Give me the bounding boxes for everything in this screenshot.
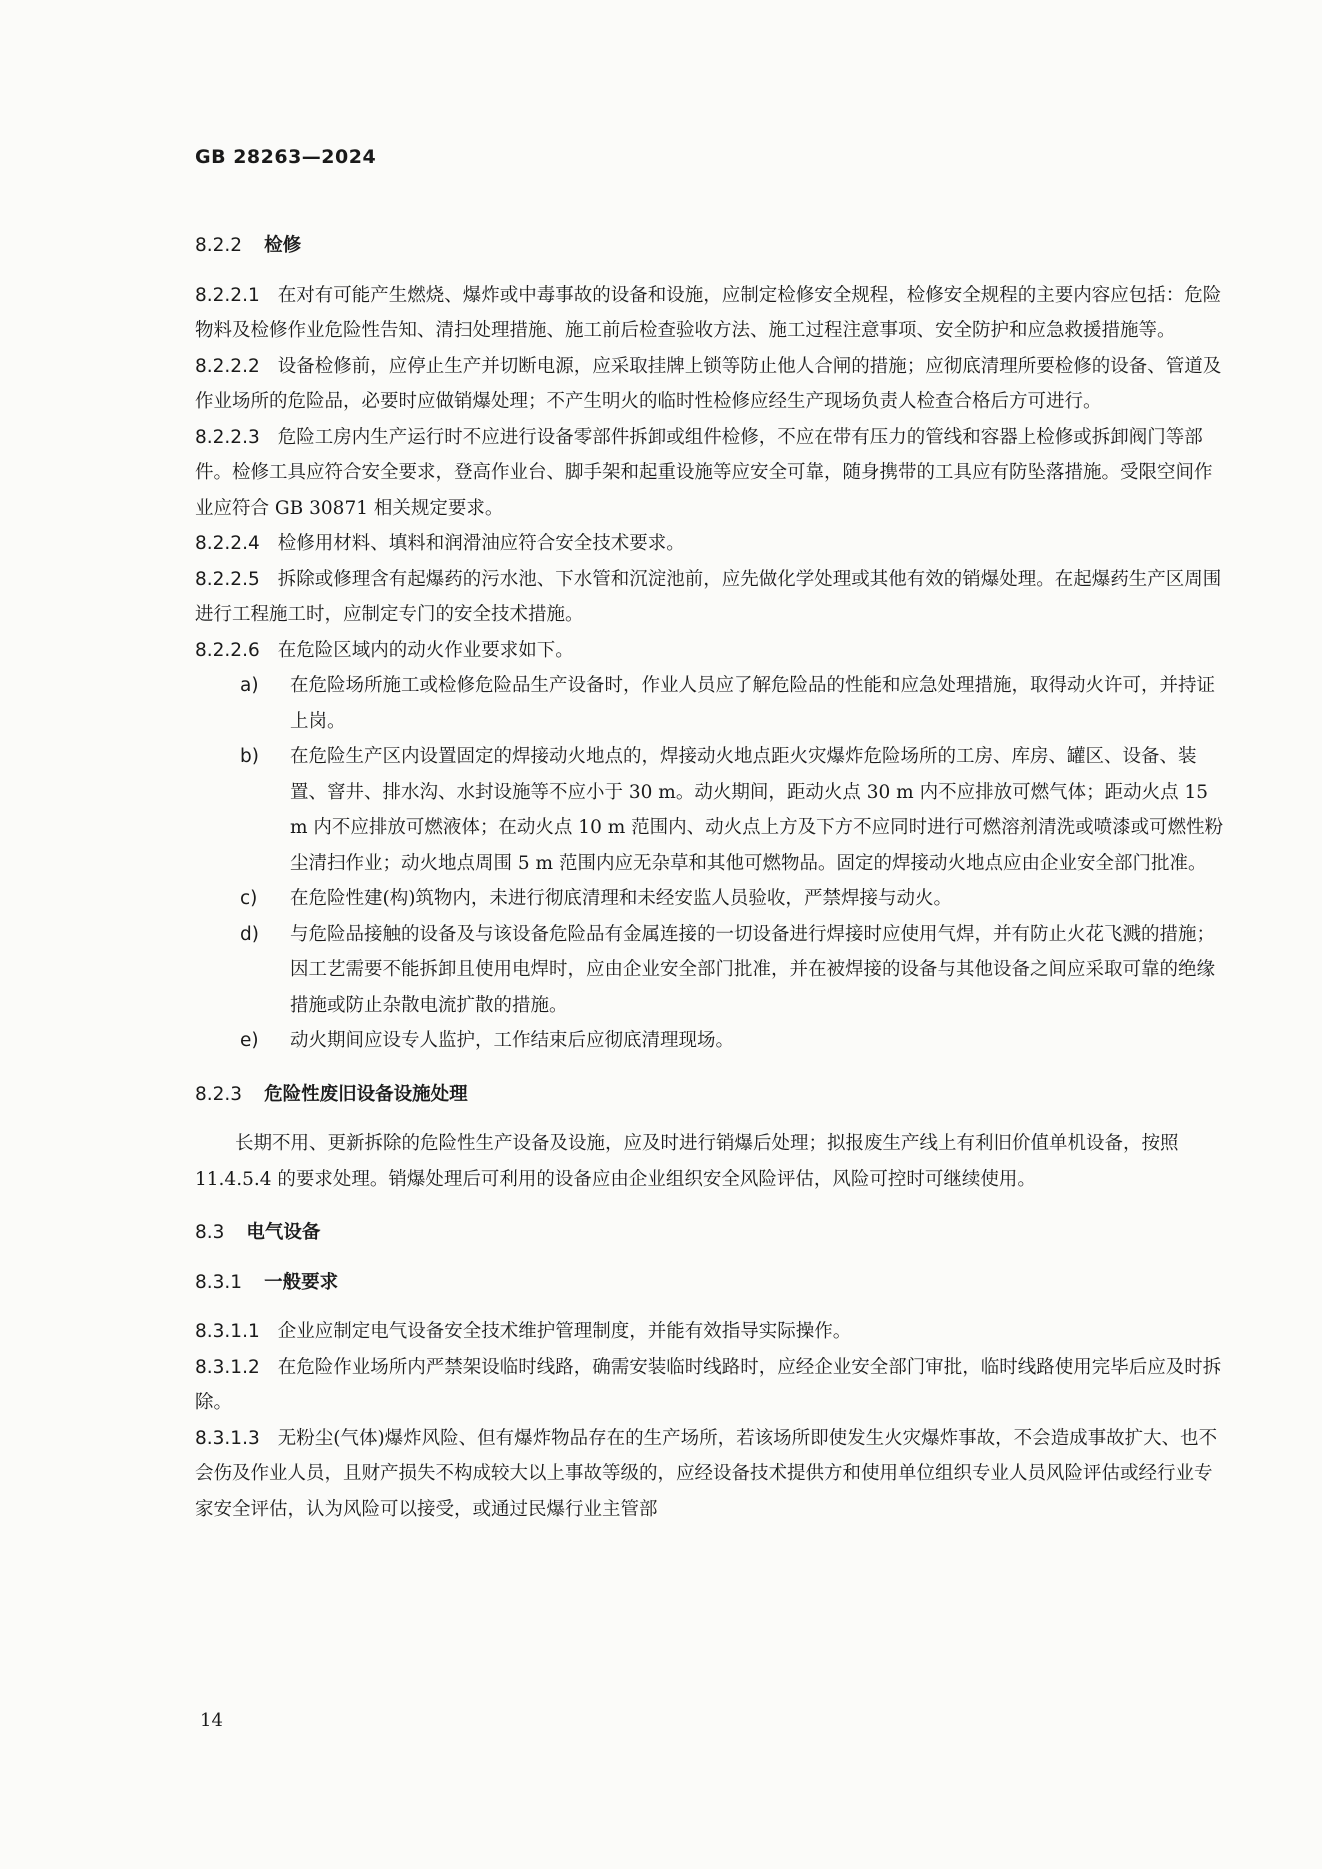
clause-8-2-2-1 xyxy=(195,278,1225,349)
clause-8-3-1-1 xyxy=(195,1314,1225,1350)
clause-text: 危险工房内生产运行时不应进行设备零部件拆卸或组件检修，不应在带有压力的管线和容器上检修或拆卸阀门等部件。检修工具应符合安全要求，登高作业台、脚手架和起重设施等应安全可靠，随身携带的工具应有防坠落措施。受限空间作业应符合 GB 30871 相关规定要求。 xyxy=(195,426,1213,519)
section-number: 8.3 xyxy=(195,1222,225,1243)
section-heading-8-2-2 xyxy=(195,228,1225,264)
list-item-text: 在危险生产区内设置固定的焊接动火地点的，焊接动火地点距火灾爆炸危险场所的工房、库房、罐区、设备、装置、窨井、排水沟、水封设施等不应小于 30 m。动火期间，距动火点 30 m 内不应排放可燃气体；距动火点 15 m 内不应排放可燃液体；在动火点 10 m 范围内、动火点上方及下方不应同时进行可燃溶剂清洗或喷漆或可燃性粉尘清扫作业；动火地点周围 5 m 范围内应无杂草和其他可燃物品。固定的焊接动火地点应由企业安全部门批准。 xyxy=(290,746,1224,874)
section-heading-8-3 xyxy=(195,1215,1225,1251)
clause-number: 8.2.2.4 xyxy=(195,533,260,554)
list-item-marker: a) xyxy=(240,675,259,696)
clause-8-2-2-3 xyxy=(195,420,1225,527)
section-title: 检修 xyxy=(264,235,302,256)
section-heading-8-2-3 xyxy=(195,1077,1225,1113)
clause-8-3-1-3 xyxy=(195,1421,1225,1528)
clause-text: 在危险作业场所内严禁架设临时线路，确需安装临时线路时，应经企业安全部门审批，临时线路使用完毕后应及时拆除。 xyxy=(195,1356,1222,1413)
clause-8-2-2-4 xyxy=(195,526,1225,562)
clause-text: 在对有可能产生燃烧、爆炸或中毒事故的设备和设施，应制定检修安全规程，检修安全规程的主要内容应包括：危险物料及检修作业危险性告知、清扫处理措施、施工前后检查验收方法、施工过程注意事项、安全防护和应急救援措施等。 xyxy=(195,284,1222,341)
clause-8-2-2-5 xyxy=(195,562,1225,633)
clause-8-3-1-2 xyxy=(195,1350,1225,1421)
standard-number: GB 28263—2024 xyxy=(195,146,377,168)
page-number: 14 xyxy=(200,1710,223,1731)
list-item-text: 与危险品接触的设备及与该设备危险品有金属连接的一切设备进行焊接时应使用气焊，并有防止火花飞溅的措施；因工艺需要不能拆卸且使用电焊时，应由企业安全部门批准，并在被焊接的设备与其他设备之间应采取可靠的绝缘措施或防止杂散电流扩散的措施。 xyxy=(290,923,1216,1016)
paragraph-8-2-3: 长期不用、更新拆除的危险性生产设备及设施，应及时进行销爆后处理；拟报废生产线上有利旧价值单机设备，按照 11.4.5.4 的要求处理。销爆处理后可利用的设备应由企业组织安全风险评估，风险可控时可继续使用。 xyxy=(195,1133,1179,1190)
clause-number: 8.3.1.1 xyxy=(195,1321,260,1342)
clause-number: 8.2.2.3 xyxy=(195,426,260,448)
clause-number: 8.2.2.1 xyxy=(195,284,260,306)
clause-text: 无粉尘(气体)爆炸风险、但有爆炸物品存在的生产场所，若该场所即使发生火灾爆炸事故，不会造成事故扩大、也不会伤及作业人员，且财产损失不构成较大以上事故等级的，应经设备技术提供方和使用单位组织专业人员风险评估或经行业专家安全评估，认为风险可以接受，或通过民爆行业主管部 xyxy=(195,1427,1218,1520)
clause-number: 8.2.2.5 xyxy=(195,568,260,590)
section-number: 8.2.2 xyxy=(195,235,243,256)
list-item-text: 动火期间应设专人监护，工作结束后应彻底清理现场。 xyxy=(290,1030,735,1051)
clause-8-2-2-6 xyxy=(195,633,1225,669)
list-item-a xyxy=(195,668,1225,739)
list-item-marker: c) xyxy=(240,888,258,909)
section-title: 一般要求 xyxy=(264,1271,339,1293)
clause-number: 8.2.2.2 xyxy=(195,355,260,377)
clause-text: 企业应制定电气设备安全技术维护管理制度，并能有效指导实际操作。 xyxy=(277,1321,852,1342)
clause-text: 检修用材料、填料和润滑油应符合安全技术要求。 xyxy=(277,533,685,554)
clause-number: 8.3.1.3 xyxy=(195,1427,260,1449)
clause-text: 设备检修前，应停止生产并切断电源，应采取挂牌上锁等防止他人合闸的措施；应彻底清理所要检修的设备、管道及作业场所的危险品，必要时应做销爆处理；不产生明火的临时性检修应经生产现场负责人检查合格后方可进行。 xyxy=(195,355,1222,412)
clause-number: 8.3.1.2 xyxy=(195,1356,260,1378)
clause-text: 拆除或修理含有起爆药的污水池、下水管和沉淀池前，应先做化学处理或其他有效的销爆处理。在起爆药生产区周围进行工程施工时，应制定专门的安全技术措施。 xyxy=(195,568,1222,625)
section-heading-8-3-1 xyxy=(195,1265,1225,1301)
list-item-marker: d) xyxy=(240,923,259,945)
list-item-text: 在危险性建(构)筑物内，未进行彻底清理和未经安监人员验收，严禁焊接与动火。 xyxy=(290,888,952,909)
list-item-b xyxy=(195,739,1225,881)
list-item-e xyxy=(195,1023,1225,1059)
list-item-marker: b) xyxy=(240,746,259,767)
section-number: 8.3.1 xyxy=(195,1271,243,1293)
section-title: 电气设备 xyxy=(246,1222,321,1243)
list-item-marker: e) xyxy=(240,1030,259,1051)
clause-number: 8.2.2.6 xyxy=(195,639,260,661)
clause-8-2-2-2 xyxy=(195,349,1225,420)
section-number: 8.2.3 xyxy=(195,1083,243,1105)
document-body xyxy=(195,220,1225,1527)
section-title: 危险性废旧设备设施处理 xyxy=(264,1083,468,1105)
list-item-text: 在危险场所施工或检修危险品生产设备时，作业人员应了解危险品的性能和应急处理措施，取得动火许可，并持证上岗。 xyxy=(290,675,1216,732)
list-item-c xyxy=(195,881,1225,917)
list-item-d xyxy=(195,917,1225,1024)
clause-text: 在危险区域内的动火作业要求如下。 xyxy=(277,639,574,661)
